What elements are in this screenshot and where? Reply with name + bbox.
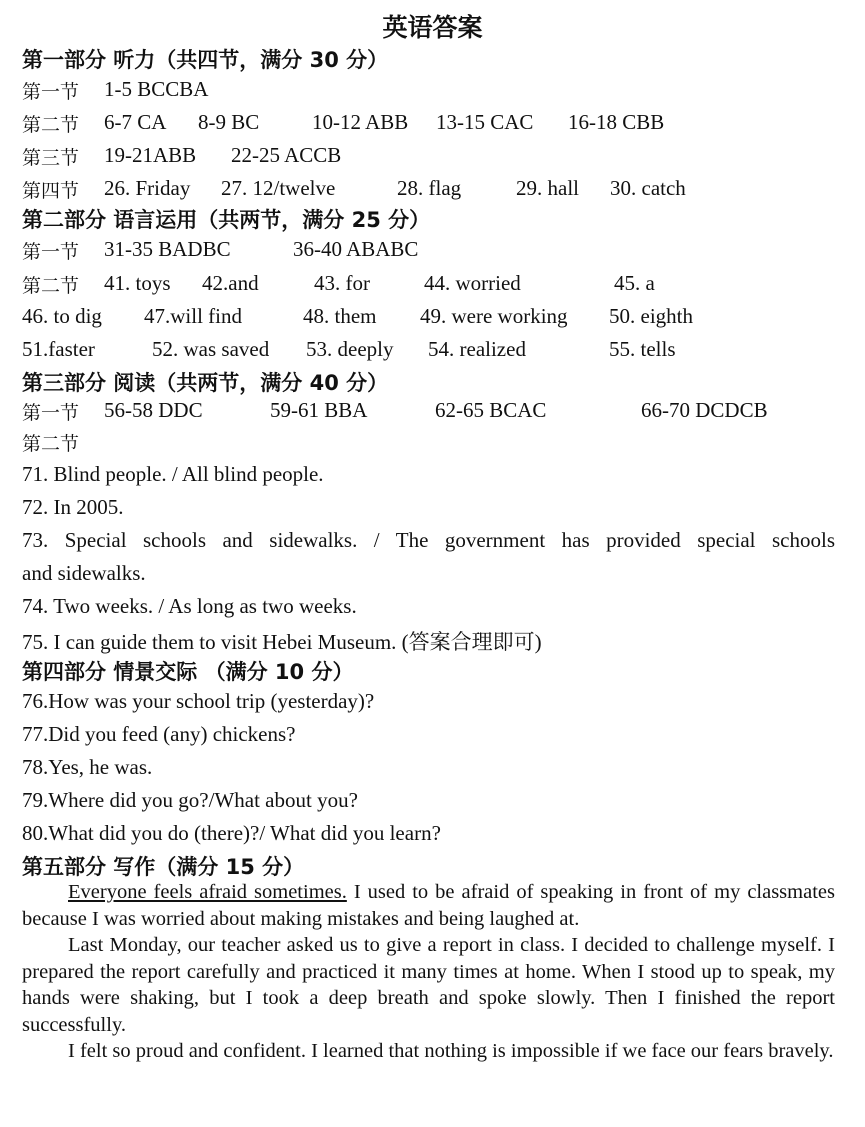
essay-paragraph-2: Last Monday, our teacher asked us to give a report in class. I decided to challenge myself. I prepared the report carefully and practiced it many times at home. When I stood up to speak, my hands were shaking, but I took a deep breath and spoke slowly. Then I finished the report successfully. — [22, 934, 835, 1036]
essay-paragraph-3: I felt so proud and confident. I learned that nothing is impossible if we face our fears bravely. — [68, 1040, 834, 1062]
answer-item: 46. to dig — [22, 304, 102, 328]
section-label: 第二节 — [22, 114, 80, 136]
answer-item: 48. them — [303, 304, 377, 328]
part1-sec3-row — [22, 143, 843, 173]
answer-item: 41. toys — [104, 271, 171, 295]
answer-item: 59-61 BBA — [270, 398, 368, 422]
answer-item: 28. flag — [397, 176, 462, 200]
answer-item: 45. a — [614, 271, 655, 295]
answer-item: 50. eighth — [609, 304, 693, 328]
part5-heading: 第五部分 写作（满分 15 分） — [22, 855, 305, 879]
part1-heading: 第一部分 听力（共四节，满分 30 分） — [22, 48, 389, 72]
part1-sec4-row — [22, 176, 843, 206]
essay-paragraph-1-rest: I used to be afraid of speaking in front of my classmates because I was worried about making mistakes and being laughed at. — [22, 881, 835, 930]
answer-item: 29. hall — [516, 176, 579, 200]
answer-item: 6-7 CA — [104, 110, 167, 134]
answer-73-line2: and sidewalks. — [22, 561, 146, 585]
answer-item: 43. for — [314, 271, 370, 295]
answer-item: 56-58 DDC — [104, 398, 203, 422]
answer-item: 30. catch — [610, 176, 686, 200]
answer-item: 27. 12/twelve — [221, 176, 336, 200]
section-label: 第三节 — [22, 147, 80, 169]
essay-topic-sentence: Everyone feels afraid sometimes. — [68, 881, 347, 903]
part4-heading: 第四部分 情景交际 （满分 10 分） — [22, 660, 354, 684]
answer-item: 13-15 CAC — [436, 110, 534, 134]
answer-item: 66-70 DCDCB — [641, 398, 768, 422]
answer-item: 1-5 BCCBA — [104, 77, 209, 101]
section-label: 第一节 — [22, 402, 80, 424]
answer-item: 49. were working — [420, 304, 568, 328]
answer-item: 47.will find — [144, 304, 242, 328]
part2-sec2-row3 — [22, 337, 843, 367]
part1-sec2-row — [22, 110, 843, 140]
answer-item: 16-18 CBB — [568, 110, 665, 134]
section-label: 第四节 — [22, 180, 80, 202]
essay — [22, 879, 835, 1065]
answer-item: 51.faster — [22, 337, 95, 361]
answer-item: 53. deeply — [306, 337, 394, 361]
section-label: 第二节 — [22, 433, 80, 455]
part1-sec1-row — [22, 77, 843, 107]
answer-item: 62-65 BCAC — [435, 398, 547, 422]
section-label: 第一节 — [22, 81, 80, 103]
part3-sec2-row — [22, 429, 843, 459]
answer-item: 36-40 ABABC — [293, 237, 419, 261]
answer-79: 79.Where did you go?/What about you? — [22, 788, 358, 812]
part2-sec1-row — [22, 237, 843, 267]
essay-paragraph-1 — [22, 879, 835, 932]
answer-76: 76.How was your school trip (yesterday)? — [22, 689, 375, 713]
answer-item: 26. Friday — [104, 176, 191, 200]
answer-item: 42.and — [202, 271, 259, 295]
answer-item: 44. worried — [424, 271, 521, 295]
answer-73-line1: 73. Special schools and sidewalks. / The government has provided special schools — [22, 528, 835, 552]
answer-item: 31-35 BADBC — [104, 237, 231, 261]
answer-80: 80.What did you do (there)?/ What did you learn? — [22, 821, 441, 845]
part2-sec2-row2 — [22, 304, 843, 334]
answer-item: 19-21ABB — [104, 143, 197, 167]
answer-75: 75. I can guide them to visit Hebei Museum. (答案合理即可) — [22, 630, 542, 654]
answer-78: 78.Yes, he was. — [22, 755, 153, 779]
answer-74: 74. Two weeks. / As long as two weeks. — [22, 594, 357, 618]
part2-heading: 第二部分 语言运用（共两节，满分 25 分） — [22, 208, 431, 232]
page-title: 英语答案 — [382, 13, 483, 42]
answer-item: 55. tells — [609, 337, 676, 361]
answer-item: 52. was saved — [152, 337, 270, 361]
part3-heading: 第三部分 阅读（共两节，满分 40 分） — [22, 371, 389, 395]
answer-item: 8-9 BC — [198, 110, 260, 134]
part2-sec2-row1 — [22, 271, 843, 301]
section-label: 第二节 — [22, 275, 80, 297]
answer-item: 54. realized — [428, 337, 526, 361]
answer-77: 77.Did you feed (any) chickens? — [22, 722, 296, 746]
section-label: 第一节 — [22, 241, 80, 263]
answer-72: 72. In 2005. — [22, 495, 124, 519]
answer-item: 10-12 ABB — [312, 110, 409, 134]
answer-item: 22-25 ACCB — [231, 143, 342, 167]
part3-sec1-row — [22, 398, 843, 428]
answer-71: 71. Blind people. / All blind people. — [22, 462, 324, 486]
